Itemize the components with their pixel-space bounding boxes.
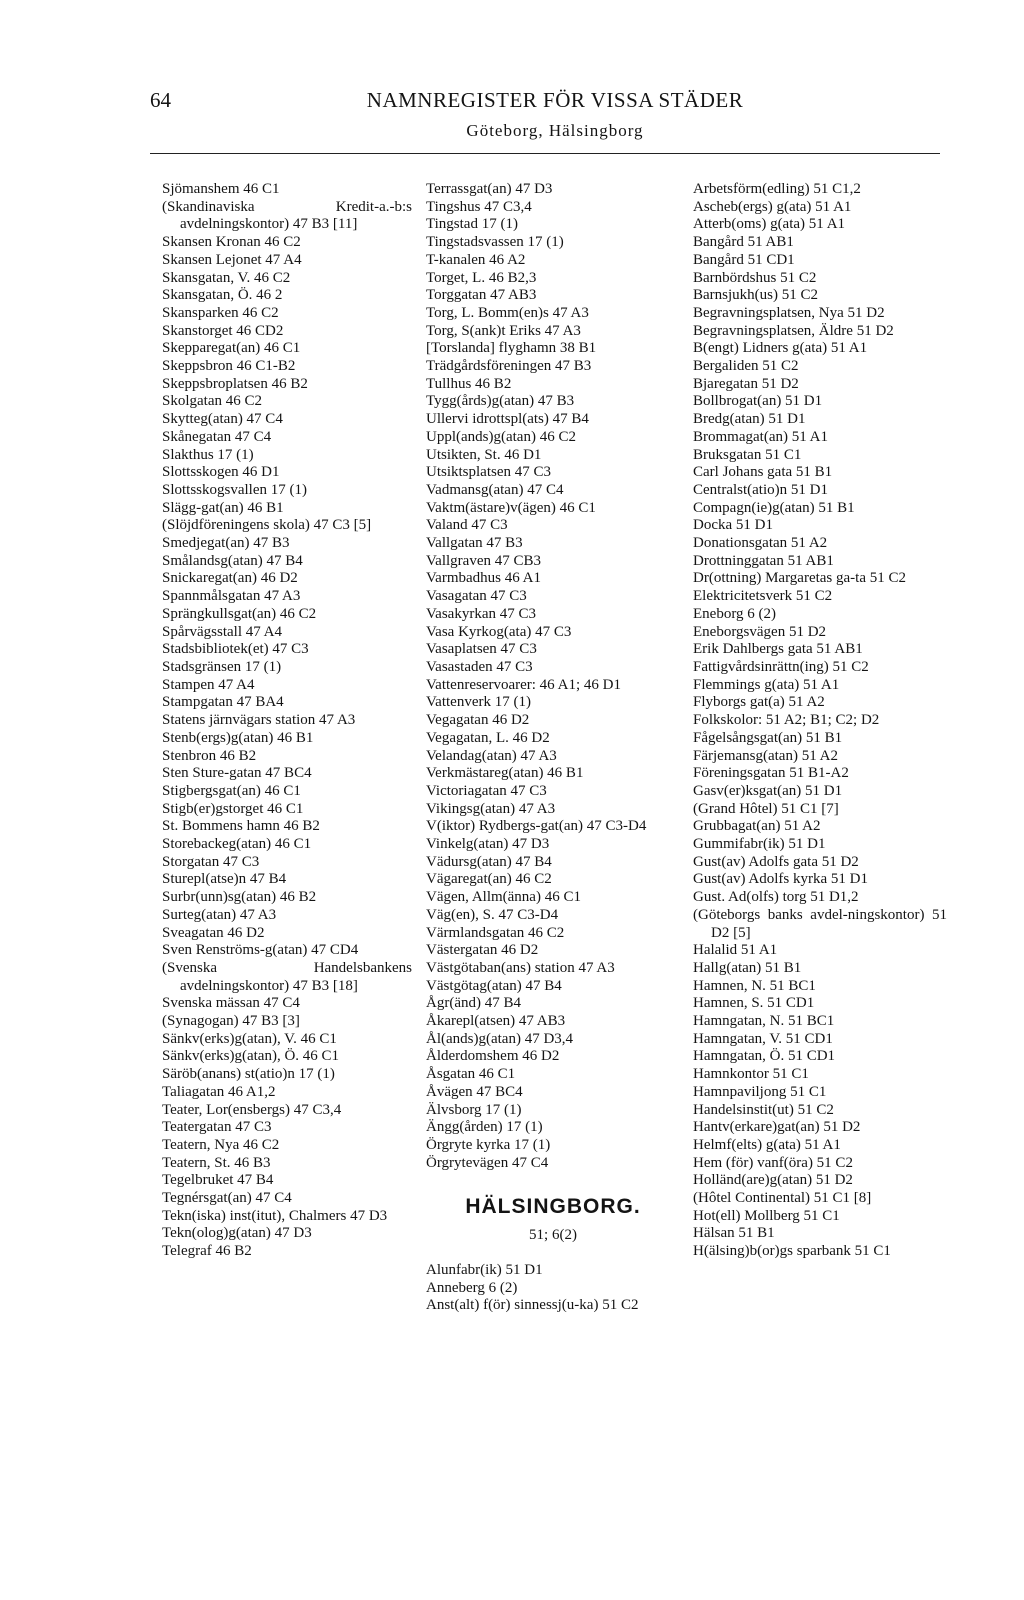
index-entry: Utsikten, St. 46 D1: [426, 446, 542, 463]
index-entry: Taliagatan 46 A1,2: [162, 1083, 276, 1100]
index-entry: Velandag(atan) 47 A3: [426, 747, 557, 764]
index-entry: Tingstad 17 (1): [426, 216, 518, 233]
index-entry: Skånegatan 47 C4: [162, 428, 272, 445]
index-entry: Gummifabr(ik) 51 D1: [693, 836, 826, 853]
index-entry: V(iktor) Rydbergs-gat(an) 47 C3-D4: [426, 818, 647, 835]
index-entry: Hamnen, S. 51 CD1: [693, 995, 815, 1012]
index-entry: Begravningsplatsen, Äldre 51 D2: [693, 322, 894, 339]
index-entry: Vädursg(atan) 47 B4: [426, 853, 552, 870]
index-entry: Vattenverk 17 (1): [426, 694, 531, 711]
index-entry: Folkskolor: 51 A2; B1; C2; D2: [693, 712, 880, 729]
index-entry: Skeppsbroplatsen 46 B2: [162, 375, 308, 392]
index-entry: Åkarepl(atsen) 47 AB3: [426, 1013, 566, 1030]
index-entry: Barnbördshus 51 C2: [693, 269, 817, 286]
index-entry: Eneborg 6 (2): [693, 605, 777, 622]
index-entry: Hamnen, N. 51 BC1: [693, 977, 816, 994]
index-entry: Ålderdomshem 46 D2: [426, 1048, 560, 1065]
index-entry: Färjemansg(atan) 51 A2: [693, 747, 838, 764]
index-entry: Begravningsplatsen, Nya 51 D2: [693, 304, 885, 321]
index-entry: Vasastaden 47 C3: [426, 658, 533, 675]
index-entry: Skanstorget 46 CD2: [162, 322, 284, 339]
index-entry: Stampen 47 A4: [162, 676, 255, 693]
index-entry: Carl Johans gata 51 B1: [693, 464, 833, 481]
index-entry: (Hôtel Continental) 51 C1 [8]: [693, 1190, 872, 1207]
index-entry: B(engt) Lidners g(ata) 51 A1: [693, 340, 868, 357]
index-entry: Stigbergsgat(an) 46 C1: [162, 782, 301, 799]
index-entry: Surbr(unn)sg(atan) 46 B2: [162, 889, 317, 906]
index-entry: Skeppsbron 46 C1-B2: [162, 358, 296, 375]
index-column-3: [693, 181, 947, 1261]
page-number: 64: [150, 88, 171, 112]
index-entry: (Synagogan) 47 B3 [3]: [162, 1013, 300, 1030]
index-entry: Grubbagat(an) 51 A2: [693, 818, 821, 835]
index-entry: (Skandinaviska Kredit-a.-b:s avdelningskontor) 47 B3 [11]: [162, 198, 412, 233]
index-entry: Stigb(er)gstorget 46 C1: [162, 800, 304, 817]
index-entry: Flyborgs gat(a) 51 A2: [693, 694, 825, 711]
index-entry: Vasa Kyrkog(ata) 47 C3: [426, 623, 572, 640]
index-entry: Hem (för) vanf(öra) 51 C2: [693, 1154, 853, 1171]
index-entry: (Slöjdföreningens skola) 47 C3 [5]: [162, 517, 372, 534]
index-entry: Varmbadhus 46 A1: [426, 570, 541, 587]
index-entry: Skepparegat(an) 46 C1: [162, 340, 301, 357]
index-entry: Tekn(olog)g(atan) 47 D3: [162, 1225, 312, 1242]
index-entry: Tingshus 47 C3,4: [426, 198, 532, 215]
index-entry: Vasagatan 47 C3: [426, 588, 527, 605]
header-rule: [150, 153, 940, 154]
index-entry: Tegelbruket 47 B4: [162, 1172, 274, 1189]
index-entry: (Grand Hôtel) 51 C1 [7]: [693, 800, 839, 817]
index-entry: Verkmästareg(atan) 46 B1: [426, 765, 584, 782]
index-entry: Bjaregatan 51 D2: [693, 375, 799, 392]
index-entry: Hälsan 51 B1: [693, 1225, 775, 1242]
index-entry: Torg, S(ank)t Eriks 47 A3: [426, 322, 581, 339]
index-entry: Vaktm(ästare)v(ägen) 46 C1: [426, 499, 596, 516]
index-column-1: [162, 181, 412, 1261]
index-entry: Älvsborg 17 (1): [426, 1101, 522, 1118]
index-entry: Vasaplatsen 47 C3: [426, 641, 537, 658]
page-title: NAMNREGISTER FÖR VISSA STÄDER: [366, 88, 744, 112]
index-entry: Gasv(er)ksgat(an) 51 D1: [693, 782, 843, 799]
index-entry: Slottsskogen 46 D1: [162, 464, 280, 481]
index-entry: Holländ(are)g(atan) 51 D2: [693, 1172, 853, 1189]
index-entry: Vinkelg(atan) 47 D3: [426, 836, 550, 853]
index-entry: Skansparken 46 C2: [162, 304, 279, 321]
index-entry: Dr(ottning) Margaretas ga-ta 51 C2: [693, 570, 906, 587]
index-entry: Storgatan 47 C3: [162, 853, 260, 870]
index-entry: Slägg-gat(an) 46 B1: [162, 499, 284, 516]
index-entry: Slottsskogsvallen 17 (1): [162, 481, 307, 498]
index-entry: St. Bommens hamn 46 B2: [162, 818, 320, 835]
index-entry: Tekn(iska) inst(itut), Chalmers 47 D3: [162, 1207, 388, 1224]
index-entry: Örgryte kyrka 17 (1): [426, 1136, 551, 1153]
index-entry: Compagn(ie)g(atan) 51 B1: [693, 499, 855, 516]
index-entry: Anst(alt) f(ör) sinnessj(u-ka) 51 C2: [426, 1297, 639, 1314]
index-entry: Elektricitetsverk 51 C2: [693, 588, 833, 605]
index-entry: Stadsgränsen 17 (1): [162, 658, 282, 675]
index-entry: Stadsbibliotek(et) 47 C3: [162, 641, 309, 658]
index-entry: Bergaliden 51 C2: [693, 358, 799, 375]
index-entry: Barnsjukh(us) 51 C2: [693, 287, 818, 304]
index-entry: Teater, Lor(ensbergs) 47 C3,4: [162, 1101, 342, 1118]
index-entry: Vikingsg(atan) 47 A3: [426, 800, 556, 817]
index-entry: Brommagat(an) 51 A1: [693, 428, 828, 445]
index-entry: Halalid 51 A1: [693, 942, 778, 959]
index-entry: Teatern, St. 46 B3: [162, 1154, 271, 1171]
page-subtitle: Göteborg, Hälsingborg: [466, 121, 644, 140]
index-entry: Hantv(erkare)gat(an) 51 D2: [693, 1119, 861, 1136]
index-column-2: [426, 181, 680, 1315]
index-entry: Drottninggatan 51 AB1: [693, 552, 834, 569]
index-entry: Utsiktsplatsen 47 C3: [426, 464, 552, 481]
section-heading-halsingborg: HÄLSINGBORG.: [465, 1195, 641, 1219]
index-entry: Victoriagatan 47 C3: [426, 782, 547, 799]
index-entry: H(älsing)b(or)gs sparbank 51 C1: [693, 1243, 891, 1260]
index-entry: Smedjegat(an) 47 B3: [162, 535, 290, 552]
index-entry: Tingstadsvassen 17 (1): [426, 234, 564, 251]
index-entry: Sänkv(erks)g(atan), V. 46 C1: [162, 1030, 337, 1047]
index-entry: Vegagatan 46 D2: [426, 712, 530, 729]
index-entry: Anneberg 6 (2): [426, 1279, 518, 1296]
index-entry: Alunfabr(ik) 51 D1: [426, 1262, 543, 1279]
index-entry: Skytteg(atan) 47 C4: [162, 411, 283, 428]
index-entry: Teatern, Nya 46 C2: [162, 1136, 280, 1153]
index-entry: Västgötag(atan) 47 B4: [426, 977, 562, 994]
index-entry: Torget, L. 46 B2,3: [426, 269, 537, 286]
index-entry: (Göteborgs banks avdel-ningskontor) 51 D2 [5]: [693, 906, 947, 941]
index-entry: Flemmings g(ata) 51 A1: [693, 676, 840, 693]
index-entry: Handelsinstit(ut) 51 C2: [693, 1101, 834, 1118]
index-entry: Teatergatan 47 C3: [162, 1119, 272, 1136]
index-entry: Snickaregat(an) 46 D2: [162, 570, 298, 587]
index-entry: Bollbrogat(an) 51 D1: [693, 393, 823, 410]
index-entry: Surteg(atan) 47 A3: [162, 906, 277, 923]
index-entry: Spårvägsstall 47 A4: [162, 623, 282, 640]
index-entry: Hot(ell) Mollberg 51 C1: [693, 1207, 840, 1224]
index-entry: Centralst(atio)n 51 D1: [693, 481, 828, 498]
index-entry: Trädgårdsföreningen 47 B3: [426, 358, 592, 375]
index-entry: Vattenreservoarer: 46 A1; 46 D1: [426, 676, 621, 693]
index-entry: Spannmålsgatan 47 A3: [162, 588, 301, 605]
index-entry: [Torslanda] flyghamn 38 B1: [426, 340, 597, 357]
index-entry: Hamnpaviljong 51 C1: [693, 1083, 827, 1100]
index-entry: Bredg(atan) 51 D1: [693, 411, 806, 428]
index-entry: Föreningsgatan 51 B1-A2: [693, 765, 849, 782]
index-entry: Ascheb(ergs) g(ata) 51 A1: [693, 198, 852, 215]
index-entry: Sven Renströms-g(atan) 47 CD4: [162, 942, 359, 959]
index-entry: Vadmansg(atan) 47 C4: [426, 481, 564, 498]
index-entry: Uppl(ands)g(atan) 46 C2: [426, 428, 576, 445]
index-entry: Helmf(elts) g(ata) 51 A1: [693, 1136, 841, 1153]
index-entry: Sprängkullsgat(an) 46 C2: [162, 605, 317, 622]
index-entry: Sjömanshem 46 C1: [162, 181, 280, 197]
index-entry: Hallg(atan) 51 B1: [693, 959, 802, 976]
index-entry: Bangård 51 AB1: [693, 234, 794, 251]
index-entry: Valand 47 C3: [426, 517, 508, 534]
index-entry: Stenbron 46 B2: [162, 747, 257, 764]
index-entry: Tegnérsgat(an) 47 C4: [162, 1190, 292, 1207]
index-entry: Skansen Lejonet 47 A4: [162, 251, 302, 268]
index-entry: Fattigvårdsinrättn(ing) 51 C2: [693, 658, 869, 675]
index-entry: Åvägen 47 BC4: [426, 1083, 523, 1100]
index-entry: Ågr(änd) 47 B4: [426, 995, 521, 1012]
index-entry: Skansen Kronan 46 C2: [162, 234, 301, 251]
index-entry: Tygg(årds)g(atan) 47 B3: [426, 393, 575, 410]
index-entry: Sten Sture-gatan 47 BC4: [162, 765, 312, 782]
index-entry: Ullervi idrottspl(ats) 47 B4: [426, 411, 589, 428]
index-entry: Vägaregat(an) 46 C2: [426, 871, 552, 888]
index-entry: Vallgatan 47 B3: [426, 535, 523, 552]
index-entry: Vegagatan, L. 46 D2: [426, 729, 550, 746]
index-entry: Vallgraven 47 CB3: [426, 552, 541, 569]
index-entry: Vasakyrkan 47 C3: [426, 605, 536, 622]
index-entry: Sänkv(erks)g(atan), Ö. 46 C1: [162, 1048, 340, 1065]
index-entry: Stenb(ergs)g(atan) 46 B1: [162, 729, 314, 746]
index-entry: (Svenska Handelsbankens avdelningskontor) 47 B3 [18]: [162, 959, 412, 994]
index-entry: Sveagatan 46 D2: [162, 924, 265, 941]
index-entry: Gust(av) Adolfs kyrka 51 D1: [693, 871, 868, 888]
section-subheading: 51; 6(2): [529, 1227, 577, 1244]
index-entry: Ål(ands)g(atan) 47 D3,4: [426, 1030, 574, 1047]
index-entry: Bruksgatan 51 C1: [693, 446, 802, 463]
index-entry: Örgrytevägen 47 C4: [426, 1154, 549, 1171]
index-entry: Gust(av) Adolfs gata 51 D2: [693, 853, 859, 870]
index-entry: Eneborgsvägen 51 D2: [693, 623, 827, 640]
index-entry: Torg, L. Bomm(en)s 47 A3: [426, 304, 589, 321]
index-entry: Tullhus 46 B2: [426, 375, 512, 392]
index-entry: Smålandsg(atan) 47 B4: [162, 552, 303, 569]
index-entry: Hamnkontor 51 C1: [693, 1066, 809, 1083]
index-entry: Bangård 51 CD1: [693, 251, 795, 268]
index-entry: Svenska mässan 47 C4: [162, 995, 300, 1012]
index-entry: Skolgatan 46 C2: [162, 393, 262, 410]
index-entry: Skansgatan, Ö. 46 2: [162, 287, 283, 304]
index-entry: Ängg(ården) 17 (1): [426, 1119, 543, 1136]
index-entry: Åsgatan 46 C1: [426, 1066, 516, 1083]
index-entry: Hamngatan, Ö. 51 CD1: [693, 1048, 836, 1065]
index-entry: Skansgatan, V. 46 C2: [162, 269, 291, 286]
index-entry: Säröb(anans) st(atio)n 17 (1): [162, 1066, 335, 1083]
index-entry: Västgötaban(ans) station 47 A3: [426, 959, 615, 976]
index-entry: Värmlandsgatan 46 C2: [426, 924, 565, 941]
index-entry: Storebackeg(atan) 46 C1: [162, 836, 312, 853]
index-entry: Vägen, Allm(änna) 46 C1: [426, 889, 581, 906]
index-entry: Erik Dahlbergs gata 51 AB1: [693, 641, 863, 658]
index-entry: Telegraf 46 B2: [162, 1243, 252, 1260]
index-entry: Fågelsångsgat(an) 51 B1: [693, 729, 843, 746]
index-entry: Väg(en), S. 47 C3-D4: [426, 906, 559, 923]
index-entry: Donationsgatan 51 A2: [693, 535, 828, 552]
index-entry: Västergatan 46 D2: [426, 942, 539, 959]
index-entry: T-kanalen 46 A2: [426, 251, 526, 268]
index-entry: Atterb(oms) g(ata) 51 A1: [693, 216, 846, 233]
index-entry: Terrassgat(an) 47 D3: [426, 181, 553, 197]
index-entry: Statens järnvägars station 47 A3: [162, 712, 356, 729]
index-entry: Slakthus 17 (1): [162, 446, 254, 463]
index-entry: Sturepl(atse)n 47 B4: [162, 871, 287, 888]
index-entry: Gust. Ad(olfs) torg 51 D1,2: [693, 889, 859, 906]
index-entry: Hamngatan, N. 51 BC1: [693, 1013, 835, 1030]
index-entry: Arbetsförm(edling) 51 C1,2: [693, 181, 861, 197]
index-entry: Stampgatan 47 BA4: [162, 694, 284, 711]
index-entry: Docka 51 D1: [693, 517, 773, 534]
index-entry: Torggatan 47 AB3: [426, 287, 537, 304]
index-entry: Hamngatan, V. 51 CD1: [693, 1030, 833, 1047]
